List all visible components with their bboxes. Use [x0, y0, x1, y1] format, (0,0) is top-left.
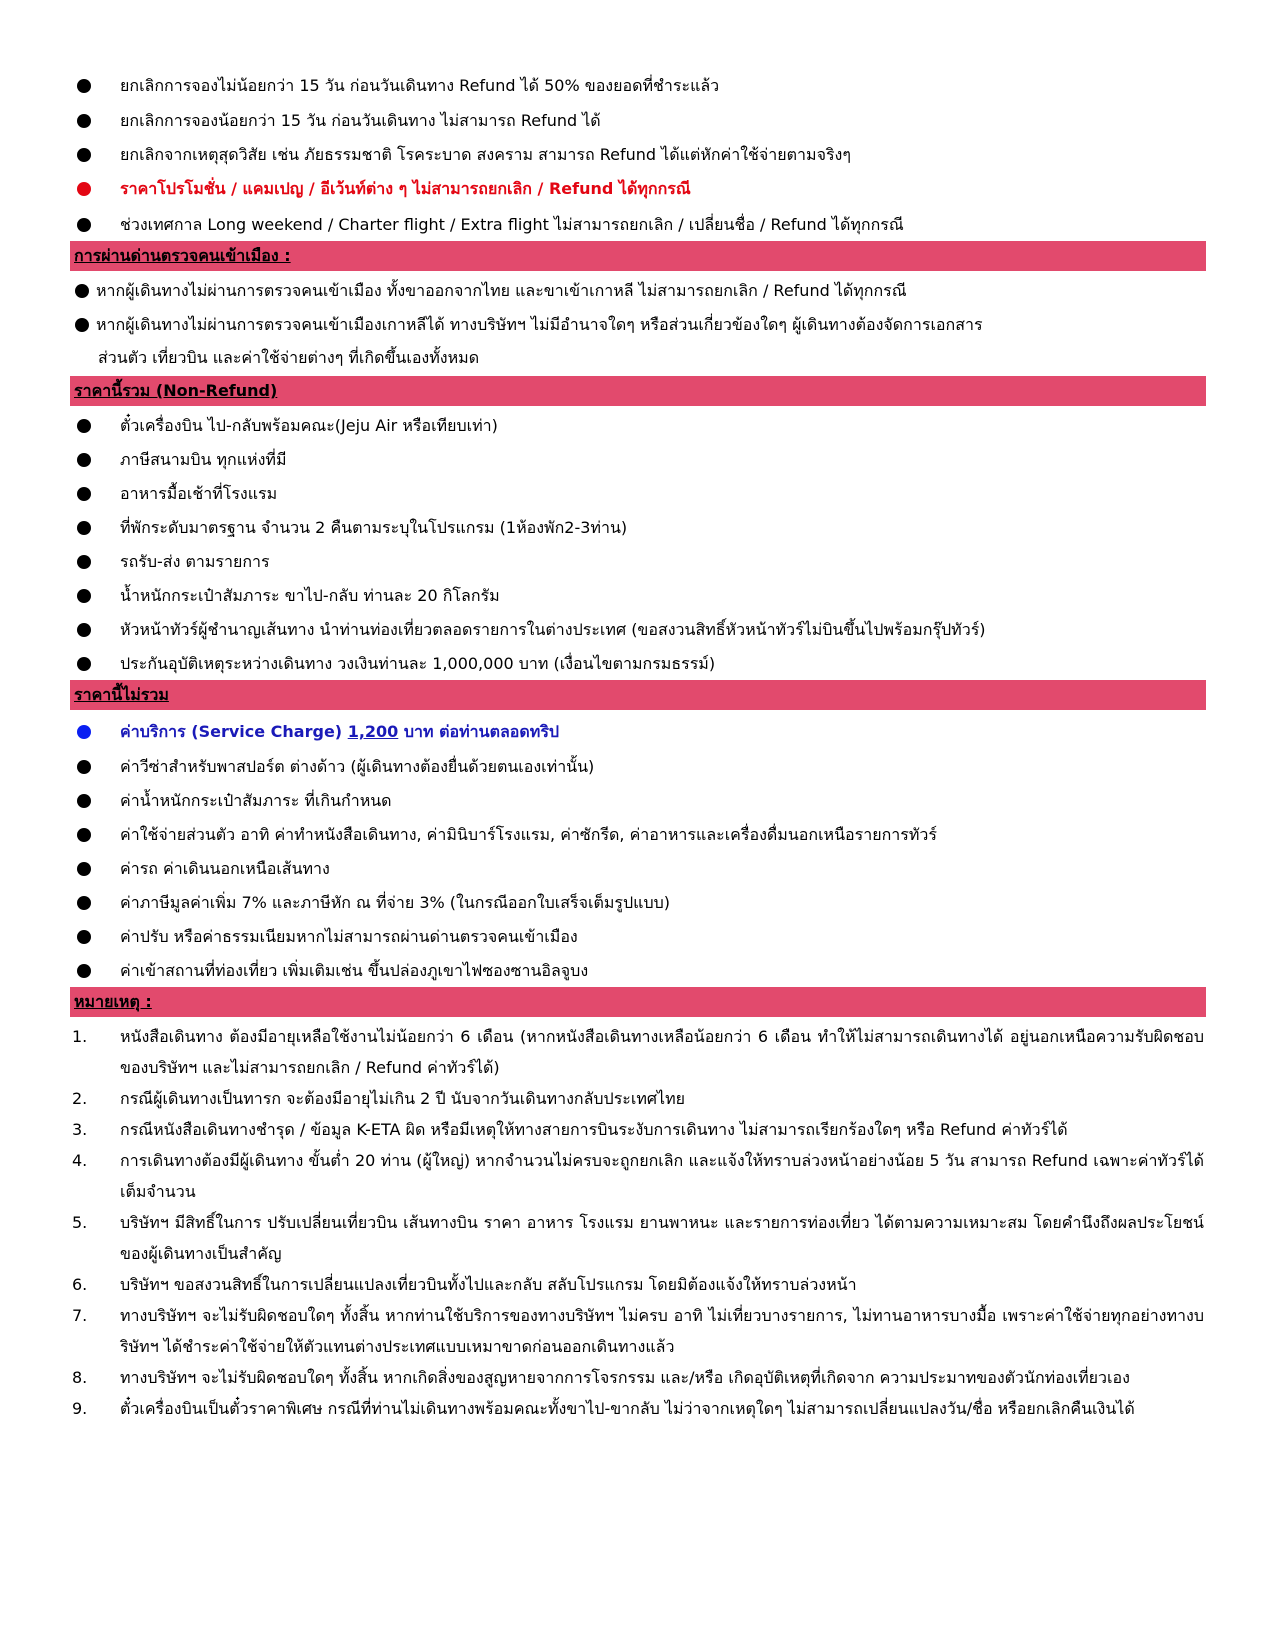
list-item: ยกเลิกการจองน้อยกว่า 15 วัน ก่อนวันเดินทาง ไม่สามารถ Refund ได้: [72, 111, 1204, 131]
bullet-icon: [77, 623, 91, 637]
included-list: [72, 416, 1204, 674]
list-item: ค่ารถ ค่าเดินนอกเหนือเส้นทาง: [72, 859, 1204, 879]
bullet-icon: [77, 521, 91, 535]
list-item: ค่าภาษีมูลค่าเพิ่ม 7% และภาษีหัก ณ ที่จ่าย 3% (ในกรณีออกใบเสร็จเต็มรูปแบบ): [72, 893, 1204, 913]
bullet-icon: [77, 862, 91, 876]
note-item: 4. การเดินทางต้องมีผู้เดินทาง ขั้นต่ำ 20 ท่าน (ผู้ใหญ่) หากจำนวนไม่ครบจะถูกยกเลิก และแจ้งให้ทราบล่วงหน้าอย่างน้อย 5 วัน สามารถ Refund เฉพาะค่าทัวร์ได้เต็มจำนวน: [72, 1151, 1204, 1201]
note-item: 6. บริษัทฯ ขอสงวนสิทธิ์ในการเปลี่ยนแปลงเที่ยวบินทั้งไปและกลับ สลับโปรแกรม โดยมิต้องแจ้งให้ทราบล่วงหน้า: [72, 1275, 857, 1294]
notes-list: [72, 1021, 1204, 1424]
blue-bullet-icon: [77, 725, 91, 739]
bullet-icon: [77, 828, 91, 842]
bullet-icon: [77, 114, 91, 128]
bullet-icon: [77, 419, 91, 433]
note-item: 1. หนังสือเดินทาง ต้องมีอายุเหลือใช้งานไม่น้อยกว่า 6 เดือน (หากหนังสือเดินทางเหลือน้อยกว่า 6 เดือน ทำให้ไม่สามารถเดินทางได้ อยู่นอกเหนือความรับผิดชอบของบริษัทฯ และไม่สามารถยกเลิก / Refund ค่าทัวร์ได้): [72, 1027, 1204, 1077]
section-title: หมายเหตุ :: [74, 992, 152, 1011]
bullet-icon: [77, 760, 91, 774]
bullet-icon: [77, 218, 91, 232]
list-item: ยกเลิกจากเหตุสุดวิสัย เช่น ภัยธรรมชาติ โรคระบาด สงคราม สามารถ Refund ได้แต่หักค่าใช้จ่ายตามจริงๆ: [72, 145, 1204, 165]
list-item: อาหารมื้อเช้าที่โรงแรม: [72, 484, 1204, 504]
note-item: 9. ตั๋วเครื่องบินเป็นตั๋วราคาพิเศษ กรณีที่ท่านไม่เดินทางพร้อมคณะทั้งขาไป-ขากลับ ไม่ว่าจากเหตุใดๆ ไม่สามารถเปลี่ยนแปลงวัน/ชื่อ หรือยกเลิกคืนเงินได้: [72, 1399, 1135, 1418]
list-item: ที่พักระดับมาตรฐาน จำนวน 2 คืนตามระบุในโปรแกรม (1ห้องพัก2-3ท่าน): [72, 518, 1204, 538]
section-header-excluded: [70, 680, 1206, 710]
list-item: ยกเลิกการจองไม่น้อยกว่า 15 วัน ก่อนวันเดินทาง Refund ได้ 50% ของยอดที่ชำระแล้ว: [72, 76, 1204, 96]
list-item: หัวหน้าทัวร์ผู้ชำนาญเส้นทาง นำท่านท่องเที่ยวตลอดรายการในต่างประเทศ (ขอสงวนสิทธิ์หัวหน้าทัวร์ไม่บินขึ้นไปพร้อมกรุ๊ปทัวร์): [72, 620, 1204, 640]
note-item: 5. บริษัทฯ มีสิทธิ์ในการ ปรับเปลี่ยนเที่ยวบิน เส้นทางบิน ราคา อาหาร โรงแรม ยานพาหนะ และรายการท่องเที่ยว ได้ตามความเหมาะสม โดยคำนึงถึงผลประโยชน์ของผู้เดินทางเป็นสำคัญ: [72, 1213, 1204, 1263]
list-item: น้ำหนักกระเป๋าสัมภาระ ขาไป-กลับ ท่านละ 20 กิโลกรัม: [72, 586, 1204, 606]
section-title: ราคานี้ไม่รวม: [74, 685, 169, 704]
note-item: 2. กรณีผู้เดินทางเป็นทารก จะต้องมีอายุไม่เกิน 2 ปี นับจากวันเดินทางกลับประเทศไทย: [72, 1089, 686, 1108]
bullet-icon: [77, 794, 91, 808]
service-charge-price: 1,200: [347, 722, 399, 741]
list-item: ค่าเข้าสถานที่ท่องเที่ยว เพิ่มเติมเช่น ขึ้นปล่องภูเขาไฟซองซานอิลจูบง: [72, 961, 1204, 981]
list-item: ค่าน้ำหนักกระเป๋าสัมภาระ ที่เกินกำหนด: [72, 791, 1204, 811]
list-item: ภาษีสนามบิน ทุกแห่งที่มี: [72, 450, 1204, 470]
red-bullet-icon: [77, 182, 91, 196]
bullet-icon: [77, 657, 91, 671]
bullet-icon: [77, 453, 91, 467]
section-header-immigration: [70, 241, 1206, 271]
list-item: ค่าปรับ หรือค่าธรรมเนียมหากไม่สามารถผ่านด่านตรวจคนเข้าเมือง: [72, 927, 1204, 947]
bullet-icon: [75, 284, 89, 298]
list-item: ค่าใช้จ่ายส่วนตัว อาทิ ค่าทำหนังสือเดินทาง, ค่ามินิบาร์โรงแรม, ค่าซักรีด, ค่าอาหารและเครื่องดื่มนอกเหนือรายการทัวร์: [72, 825, 1204, 845]
section-header-notes: [70, 987, 1206, 1017]
list-item-continuation: ส่วนตัว เที่ยวบิน และค่าใช้จ่ายต่างๆ ที่เกิดขึ้นเองทั้งหมด: [98, 348, 480, 367]
list-item: ตั๋วเครื่องบิน ไป-กลับพร้อมคณะ(Jeju Air หรือเทียบเท่า): [72, 416, 1204, 436]
bullet-icon: [77, 487, 91, 501]
bullet-icon: [77, 148, 91, 162]
bullet-icon: [77, 964, 91, 978]
section-title: การผ่านด่านตรวจคนเข้าเมือง :: [74, 246, 291, 265]
bullet-icon: [75, 318, 89, 332]
section-title: ราคานี้รวม (Non-Refund): [74, 381, 278, 400]
bullet-icon: [77, 589, 91, 603]
list-item: ค่าวีซ่าสำหรับพาสปอร์ต ต่างด้าว (ผู้เดินทางต้องยื่นด้วยตนเองเท่านั้น): [72, 757, 1204, 777]
list-item: หากผู้เดินทางไม่ผ่านการตรวจคนเข้าเมืองเกาหลีได้ ทางบริษัทฯ ไม่มีอำนาจใดๆ หรือส่วนเกี่ยวข้องใดๆ ผู้เดินทางต้องจัดการเอกสาร: [72, 315, 1204, 335]
bullet-icon: [77, 896, 91, 910]
document: [72, 72, 1204, 1424]
note-item: 3. กรณีหนังสือเดินทางชำรุด / ข้อมูล K-ETA ผิด หรือมีเหตุให้ทางสายการบินระงับการเดินทาง ไม่สามารถเรียกร้องใดๆ หรือ Refund ค่าทัวร์ได้: [72, 1120, 1068, 1139]
bullet-icon: [77, 930, 91, 944]
list-item: รถรับ-ส่ง ตามรายการ: [72, 552, 1204, 572]
section-header-included: [70, 376, 1206, 406]
list-item: หากผู้เดินทางไม่ผ่านการตรวจคนเข้าเมือง ทั้งขาออกจากไทย และขาเข้าเกาหลี ไม่สามารถยกเลิก / Refund ได้ทุกกรณี: [72, 281, 1204, 301]
bullet-icon: [77, 79, 91, 93]
list-item: ประกันอุบัติเหตุระหว่างเดินทาง วงเงินท่านละ 1,000,000 บาท (เงื่อนไขตามกรมธรรม์): [72, 654, 1204, 674]
list-item: ช่วงเทศกาล Long weekend / Charter flight / Extra flight ไม่สามารถยกเลิก / เปลี่ยนชื่อ / Refund ได้ทุกกรณี: [72, 215, 1204, 235]
cancellation-list: [72, 76, 1204, 235]
excluded-list: [72, 722, 1204, 981]
list-item-service-charge: ค่าบริการ (Service Charge) 1,200 บาท ต่อท่านตลอดทริป: [72, 722, 1204, 742]
bullet-icon: [77, 555, 91, 569]
list-item-promo: ราคาโปรโมชั่น / แคมเปญ / อีเว้นท์ต่าง ๆ ไม่สามารถยกเลิก / Refund ได้ทุกกรณี: [72, 179, 1204, 199]
note-item: 8. ทางบริษัทฯ จะไม่รับผิดชอบใดๆ ทั้งสิ้น หากเกิดสิ่งของสูญหายจากการโจรกรรม และ/หรือ เกิดอุบัติเหตุที่เกิดจาก ความประมาทของตัวนักท่องเที่ยวเอง: [72, 1368, 1130, 1387]
note-item: 7. ทางบริษัทฯ จะไม่รับผิดชอบใดๆ ทั้งสิ้น หากท่านใช้บริการของทางบริษัทฯ ไม่ครบ อาทิ ไม่เที่ยวบางรายการ, ไม่ทานอาหารบางมื้อ เพราะค่าใช้จ่ายทุกอย่างทางบริษัทฯ ได้ชำระค่าใช้จ่ายให้ตัวแทนต่างประเทศแบบเหมาขาดก่อนออกเดินทางแล้ว: [72, 1306, 1204, 1356]
